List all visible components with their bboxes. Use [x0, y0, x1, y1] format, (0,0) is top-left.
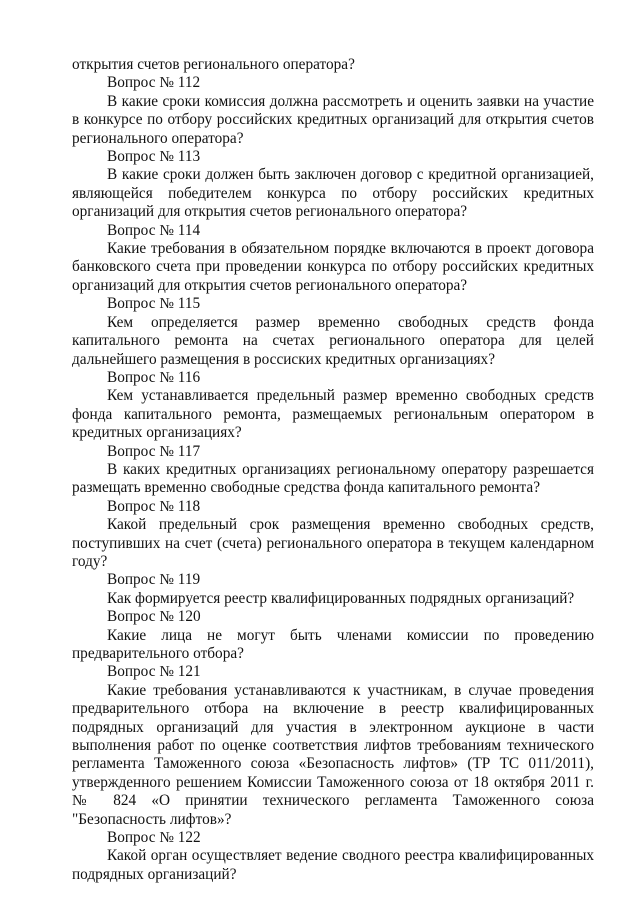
question-text: Какие требования в обязательном порядке включаются в проект договора банковского счета при проведении конкурса по отбору российских кредитных организаций для открытия счетов регионального оператора? [72, 240, 594, 294]
question-text: В каких кредитных организациях региональному оператору разрешается размещать временно свободные средства фонда капитального ремонта? [72, 460, 594, 497]
question-heading: Вопрос № 113 [107, 148, 201, 166]
intro-text: открытия счетов регионального оператора? [72, 56, 355, 73]
question-heading: Вопрос № 116 [107, 368, 201, 386]
question-text: Какой орган осуществляет ведение сводного реестра квалифицированных подрядных организаций? [72, 847, 594, 883]
question-text: Какие требования устанавливаются к участникам, в случае проведения предварительного отбора на включение в реестр квалифицированных подрядных организаций для участия в электронном аукционе в части выполнения работ по оценке соответствия лифтов требованиям технического регламента Таможенного союза «Безопасность лифтов» (ТР ТС 011/2011), утвержденного решением Комиссии Таможенного союза от 18 октября 2011 г. № 824 «О принятии технического регламента Таможенного союза "Безопасность лифтов»? [72, 681, 594, 828]
question-heading: Вопрос № 122 [107, 829, 201, 847]
question-heading: Вопрос № 120 [107, 608, 201, 626]
question-text: Какие лица не могут быть членами комиссии по проведению предварительного отбора? [72, 626, 594, 662]
document-page [72, 56, 594, 884]
question-heading: Вопрос № 114 [107, 221, 201, 239]
question-text: В какие сроки должен быть заключен договор с кредитной организацией, являющейся победителем конкурса по отбору российских кредитных организаций для открытия счетов регионального оператора? [72, 166, 594, 221]
question-text: Какой предельный срок размещения временно свободных средств, поступивших на счет (счета) регионального оператора в текущем календарном году? [72, 516, 594, 570]
question-heading: Вопрос № 119 [107, 571, 201, 589]
question-text: В какие сроки комиссия должна рассмотреть и оценить заявки на участие в конкурсе по отбору российских кредитных организаций для открытия счетов регионального оператора? [72, 92, 594, 147]
question-heading: Вопрос № 112 [107, 74, 201, 92]
question-heading: Вопрос № 121 [107, 663, 201, 681]
question-heading: Вопрос № 118 [107, 497, 201, 515]
question-text: Как формируется реестр квалифицированных подрядных организаций? [107, 589, 575, 607]
question-heading: Вопрос № 117 [107, 442, 201, 460]
question-text: Кем определяется размер временно свободных средств фонда капитального ремонта на счетах регионального оператора для целей дальнейшего размещения в россиских кредитных организациях? [72, 313, 594, 368]
question-text: Кем устанавливается предельный размер временно свободных средств фонда капитального ремонта, размещаемых региональным оператором в кредитных организациях? [72, 387, 594, 442]
question-heading: Вопрос № 115 [107, 295, 201, 313]
